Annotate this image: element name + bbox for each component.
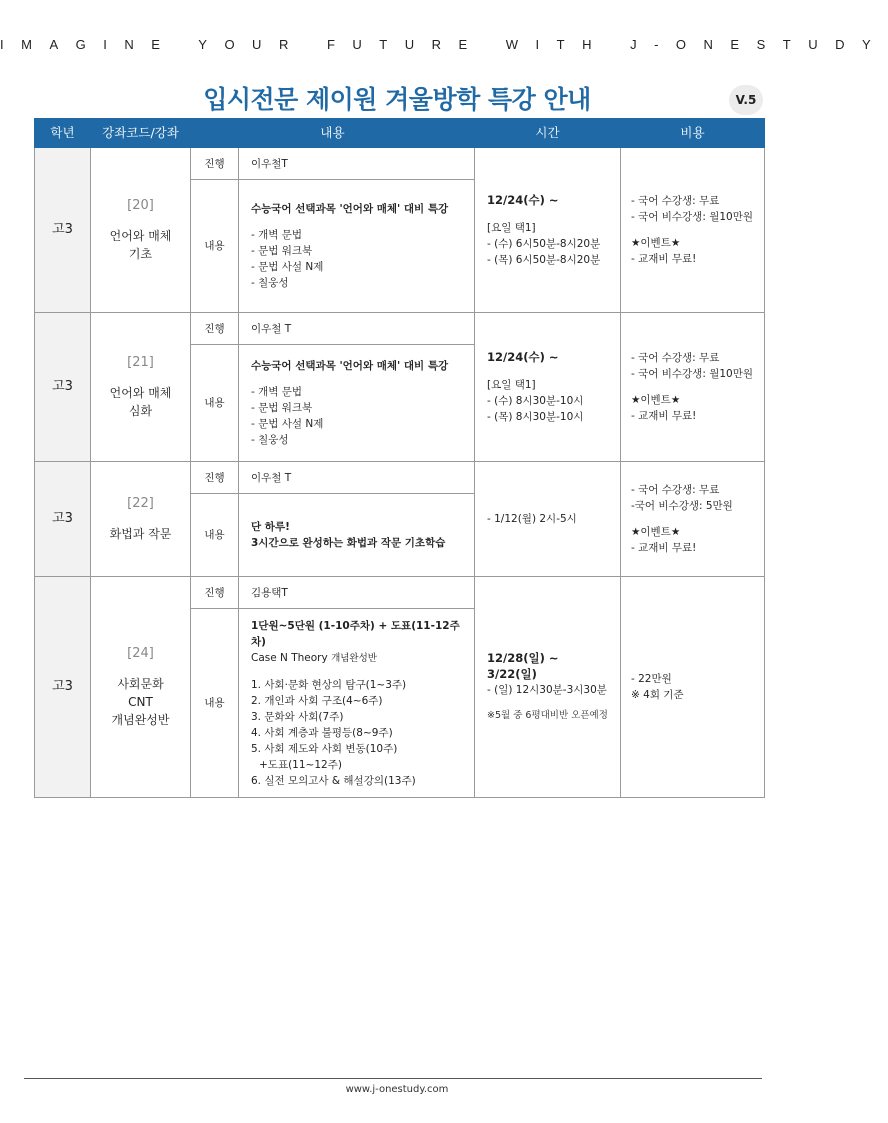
- teacher-label: 진행: [191, 462, 239, 494]
- fee-line: - 국어 비수강생: 월10만원: [631, 368, 753, 380]
- content-headline: 1단원~5단원 (1-10주차) + 도표(11-12주차): [251, 619, 460, 648]
- content-label: 내용: [191, 609, 239, 798]
- content-item: 2. 개인과 사회 구조(4~6주): [251, 694, 383, 707]
- schedule-title: [요일 택1]: [487, 222, 536, 234]
- grade-cell: 고3: [35, 462, 91, 577]
- course-name: CNT: [128, 695, 153, 709]
- event-title: ★이벤트★: [631, 526, 681, 538]
- event-detail: - 교재비 무료!: [631, 410, 697, 422]
- course-name: 언어와 매체: [109, 386, 172, 400]
- header-fee: 비용: [621, 119, 765, 148]
- content-headline: 수능국어 선택과목 '언어와 매체' 대비 특강: [251, 360, 449, 372]
- content-item: - 칠웅성: [251, 434, 289, 446]
- content-item: - 문법 워크북: [251, 402, 313, 414]
- content-item: 3. 문화와 사회(7주): [251, 710, 344, 723]
- page-title: 입시전문 제이원 겨울방학 특강 안내: [203, 85, 591, 114]
- time-cell: [475, 148, 621, 313]
- content-cell: [239, 609, 475, 798]
- course-cell: [91, 148, 191, 313]
- event-detail: - 교재비 무료!: [631, 542, 697, 554]
- content-item: 1. 사회·문화 현상의 탐구(1~3주): [251, 678, 407, 691]
- time-cell: [475, 577, 621, 798]
- content-item: - 칠웅성: [251, 277, 289, 289]
- schedule-title: [요일 택1]: [487, 379, 536, 391]
- fee-line: ※ 4회 기준: [631, 689, 684, 701]
- start-date: 12/28(일) ~ 3/22(일): [487, 651, 559, 681]
- schedule-line: - 1/12(월) 2시-5시: [487, 513, 577, 525]
- table-header-row: [35, 119, 765, 148]
- schedule-line: - (수) 6시50분-8시20분: [487, 238, 601, 250]
- fee-line: - 22만원: [631, 673, 672, 685]
- content-item: - 개벽 문법: [251, 229, 303, 241]
- content-headline: 3시간으로 완성하는 화법과 작문 기초학습: [251, 537, 446, 549]
- course-cell: [91, 577, 191, 798]
- content-item: 5. 사회 제도와 사회 변동(10주): [251, 742, 398, 755]
- grade-cell: 고3: [35, 148, 91, 313]
- table-row: [35, 462, 765, 494]
- schedule-line: - (목) 8시30분-10시: [487, 411, 584, 423]
- schedule-line: - (수) 8시30분-10시: [487, 395, 584, 407]
- fee-cell: [621, 462, 765, 577]
- tagline: IMAGINE YOUR FUTURE WITH J-ONESTUDY: [0, 37, 888, 52]
- content-label: 내용: [191, 345, 239, 462]
- footer-divider: [24, 1078, 762, 1079]
- course-code: [21]: [127, 355, 154, 370]
- course-code: [24]: [127, 646, 154, 661]
- content-headline: 단 하루!: [251, 521, 290, 533]
- table-row: [35, 148, 765, 180]
- schedule-note: ※5월 중 6평대비반 오픈예정: [487, 710, 608, 721]
- course-cell: [91, 313, 191, 462]
- time-cell: [475, 462, 621, 577]
- footer-url[interactable]: www.j-onestudy.com: [345, 1084, 449, 1095]
- content-item: - 문법 워크북: [251, 245, 313, 257]
- content-headline: 수능국어 선택과목 '언어와 매체' 대비 특강: [251, 203, 449, 215]
- fee-line: - 국어 수강생: 무료: [631, 352, 720, 364]
- event-title: ★이벤트★: [631, 394, 681, 406]
- teacher-name: 이우철T: [239, 148, 475, 180]
- teacher-name: 이우철 T: [239, 313, 475, 345]
- content-subtitle-main: Case N Theory: [251, 651, 328, 664]
- course-name: 심화: [128, 404, 153, 418]
- header-course: 강좌코드/강좌: [91, 119, 191, 148]
- fee-cell: [621, 313, 765, 462]
- teacher-name: 이우철 T: [239, 462, 475, 494]
- start-date: 12/24(수) ~: [487, 350, 559, 364]
- fee-line: - 국어 수강생: 무료: [631, 484, 720, 496]
- course-name: 화법과 작문: [109, 527, 172, 541]
- fee-cell: [621, 577, 765, 798]
- header-time: 시간: [475, 119, 621, 148]
- event-title: ★이벤트★: [631, 237, 681, 249]
- schedule-table: [34, 118, 765, 798]
- content-subtitle: [251, 650, 462, 667]
- table-row: [35, 313, 765, 345]
- course-code: [20]: [127, 198, 154, 213]
- course-cell: [91, 462, 191, 577]
- content-label: 내용: [191, 494, 239, 577]
- fee-cell: [621, 148, 765, 313]
- content-cell: [239, 180, 475, 313]
- course-name: 기초: [128, 247, 153, 261]
- table-row: [35, 577, 765, 609]
- time-cell: [475, 313, 621, 462]
- content-label: 내용: [191, 180, 239, 313]
- grade-cell: 고3: [35, 313, 91, 462]
- header-content: 내용: [191, 119, 475, 148]
- course-name: 언어와 매체: [109, 229, 172, 243]
- content-item: - 개벽 문법: [251, 386, 303, 398]
- content-subtitle-small: 개념완성반: [331, 652, 377, 664]
- fee-line: -국어 비수강생: 5만원: [631, 500, 733, 512]
- course-name: 사회문화: [117, 677, 164, 691]
- course-code: [22]: [127, 496, 154, 511]
- grade-cell: 고3: [35, 577, 91, 798]
- content-cell: [239, 345, 475, 462]
- schedule-line: - (일) 12시30분-3시30분: [487, 684, 607, 696]
- course-name: 개념완성반: [111, 713, 170, 727]
- fee-line: - 국어 수강생: 무료: [631, 195, 720, 207]
- teacher-name: 김용택T: [239, 577, 475, 609]
- event-detail: - 교재비 무료!: [631, 253, 697, 265]
- content-item: - 문법 사설 N제: [251, 418, 324, 430]
- teacher-label: 진행: [191, 577, 239, 609]
- teacher-label: 진행: [191, 313, 239, 345]
- version-badge: V.5: [729, 85, 763, 115]
- content-cell: [239, 494, 475, 577]
- content-item: +도표(11~12주): [259, 758, 342, 771]
- header-grade: 학년: [35, 119, 91, 148]
- teacher-label: 진행: [191, 148, 239, 180]
- schedule-line: - (목) 6시50분-8시20분: [487, 254, 601, 266]
- content-item: 6. 실전 모의고사 & 해설강의(13주): [251, 774, 416, 787]
- fee-line: - 국어 비수강생: 월10만원: [631, 211, 753, 223]
- content-item: - 문법 사설 N제: [251, 261, 324, 273]
- start-date: 12/24(수) ~: [487, 193, 559, 207]
- content-item: 4. 사회 계층과 불평등(8~9주): [251, 726, 393, 739]
